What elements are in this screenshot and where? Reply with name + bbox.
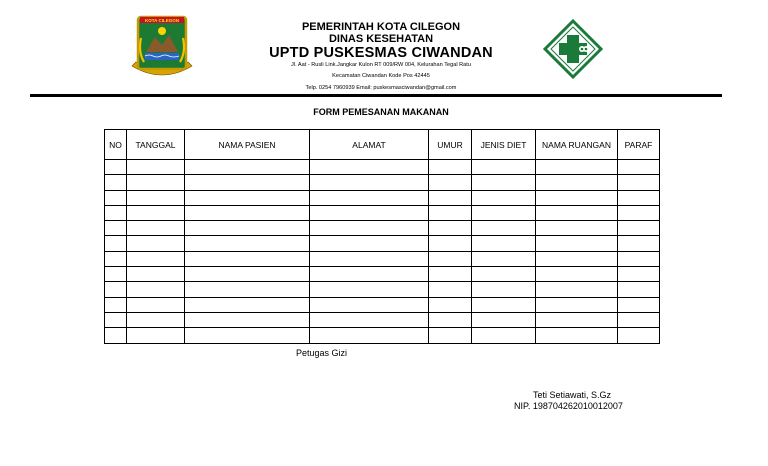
table-cell xyxy=(472,328,536,343)
table-cell xyxy=(429,175,472,190)
logo-caption: KOTA CILEGON xyxy=(145,18,179,23)
table-row xyxy=(105,328,660,343)
col-jenis-diet: JENIS DIET xyxy=(472,130,536,160)
table-cell xyxy=(310,328,429,343)
table-cell xyxy=(536,328,618,343)
table-cell xyxy=(618,221,660,236)
col-nama-ruangan: NAMA RUANGAN xyxy=(536,130,618,160)
table-cell xyxy=(127,282,185,297)
table-row xyxy=(105,160,660,175)
puskesmas-logo xyxy=(542,18,604,80)
table-cell xyxy=(127,267,185,282)
table-cell xyxy=(185,282,310,297)
table-cell xyxy=(472,175,536,190)
table-cell xyxy=(472,267,536,282)
table-row xyxy=(105,221,660,236)
table-cell xyxy=(127,205,185,220)
table-row xyxy=(105,282,660,297)
table-cell xyxy=(310,190,429,205)
table-cell xyxy=(105,175,127,190)
col-nama-pasien: NAMA PASIEN xyxy=(185,130,310,160)
table-cell xyxy=(536,267,618,282)
table-cell xyxy=(618,205,660,220)
table-cell xyxy=(618,312,660,327)
table-cell xyxy=(310,236,429,251)
table-cell xyxy=(105,297,127,312)
table-cell xyxy=(618,251,660,266)
col-paraf: PARAF xyxy=(618,130,660,160)
table-cell xyxy=(429,312,472,327)
table-cell xyxy=(472,312,536,327)
header-district: Kecamatan Ciwandan Kode Pos 42445 xyxy=(332,73,430,79)
table-cell xyxy=(618,297,660,312)
table-cell xyxy=(185,251,310,266)
form-title: FORM PEMESANAN MAKANAN xyxy=(313,107,449,117)
table-cell xyxy=(536,297,618,312)
header-government: PEMERINTAH KOTA CILEGON xyxy=(301,21,461,33)
table-cell xyxy=(185,312,310,327)
header-address: Jl. Aat - Rusli Link.Jangkar Kulon RT 009/RW 004, Kelurahan Tegal Ratu xyxy=(291,62,471,68)
table-row xyxy=(105,312,660,327)
table-cell xyxy=(105,205,127,220)
table-cell xyxy=(185,160,310,175)
table-cell xyxy=(310,175,429,190)
table-cell xyxy=(472,190,536,205)
signatory-nip: NIP. 198704262010012007 xyxy=(514,401,623,411)
table-cell xyxy=(472,205,536,220)
col-no: NO xyxy=(105,130,127,160)
table-cell xyxy=(429,267,472,282)
table-cell xyxy=(310,297,429,312)
table-row xyxy=(105,236,660,251)
table-cell xyxy=(105,328,127,343)
table-row xyxy=(105,175,660,190)
table-cell xyxy=(127,190,185,205)
petugas-label: Petugas Gizi xyxy=(296,348,348,358)
table-row xyxy=(105,297,660,312)
table-cell xyxy=(185,205,310,220)
table-cell xyxy=(105,282,127,297)
table-cell xyxy=(429,251,472,266)
table-row xyxy=(105,267,660,282)
table-cell xyxy=(472,236,536,251)
table-cell xyxy=(310,251,429,266)
table-cell xyxy=(429,297,472,312)
table-cell xyxy=(618,267,660,282)
col-umur: UMUR xyxy=(429,130,472,160)
table-cell xyxy=(429,160,472,175)
col-tanggal: TANGGAL xyxy=(127,130,185,160)
header-institution: UPTD PUSKESMAS CIWANDAN xyxy=(269,45,493,61)
table-cell xyxy=(127,160,185,175)
table-cell xyxy=(618,175,660,190)
table-cell xyxy=(429,236,472,251)
table-cell xyxy=(536,160,618,175)
table-cell xyxy=(429,328,472,343)
order-table xyxy=(104,129,660,344)
table-cell xyxy=(536,312,618,327)
col-alamat: ALAMAT xyxy=(310,130,429,160)
table-cell xyxy=(185,175,310,190)
table-cell xyxy=(536,175,618,190)
table-cell xyxy=(472,160,536,175)
table-cell xyxy=(429,205,472,220)
table-cell xyxy=(105,267,127,282)
table-cell xyxy=(105,236,127,251)
table-cell xyxy=(429,282,472,297)
table-cell xyxy=(618,190,660,205)
table-cell xyxy=(185,190,310,205)
table-cell xyxy=(536,282,618,297)
header-contact: Telp. 0254 7960939 Email: puskesmasciwandan@gmail.com xyxy=(305,85,457,91)
table-cell xyxy=(127,175,185,190)
table-cell xyxy=(429,221,472,236)
table-cell xyxy=(536,221,618,236)
table-cell xyxy=(105,251,127,266)
table-cell xyxy=(127,297,185,312)
table-cell xyxy=(105,221,127,236)
table-header-row xyxy=(105,130,660,160)
table-cell xyxy=(310,160,429,175)
table-cell xyxy=(472,297,536,312)
table-cell xyxy=(310,282,429,297)
header-divider xyxy=(30,94,722,97)
table-cell xyxy=(127,251,185,266)
table-cell xyxy=(127,312,185,327)
table-cell xyxy=(105,190,127,205)
header-agency: DINAS KESEHATAN xyxy=(328,33,434,45)
table-cell xyxy=(185,328,310,343)
table-row xyxy=(105,251,660,266)
table-cell xyxy=(618,160,660,175)
table-cell xyxy=(310,205,429,220)
table-cell xyxy=(536,251,618,266)
table-cell xyxy=(536,236,618,251)
table-cell xyxy=(310,312,429,327)
table-cell xyxy=(536,190,618,205)
signatory-name: Teti Setiawati, S.Gz xyxy=(533,390,612,400)
table-cell xyxy=(185,267,310,282)
table-row xyxy=(105,190,660,205)
table-cell xyxy=(618,282,660,297)
table-cell xyxy=(310,221,429,236)
kota-cilegon-logo xyxy=(128,14,196,80)
table-cell xyxy=(618,236,660,251)
table-cell xyxy=(472,221,536,236)
table-cell xyxy=(127,236,185,251)
table-cell xyxy=(536,205,618,220)
table-cell xyxy=(185,236,310,251)
table-cell xyxy=(472,251,536,266)
table-cell xyxy=(185,221,310,236)
table-cell xyxy=(127,221,185,236)
table-cell xyxy=(105,312,127,327)
table-cell xyxy=(429,190,472,205)
table-cell xyxy=(185,297,310,312)
table-cell xyxy=(618,328,660,343)
table-cell xyxy=(127,328,185,343)
table-cell xyxy=(310,267,429,282)
table-cell xyxy=(472,282,536,297)
table-cell xyxy=(105,160,127,175)
table-row xyxy=(105,205,660,220)
